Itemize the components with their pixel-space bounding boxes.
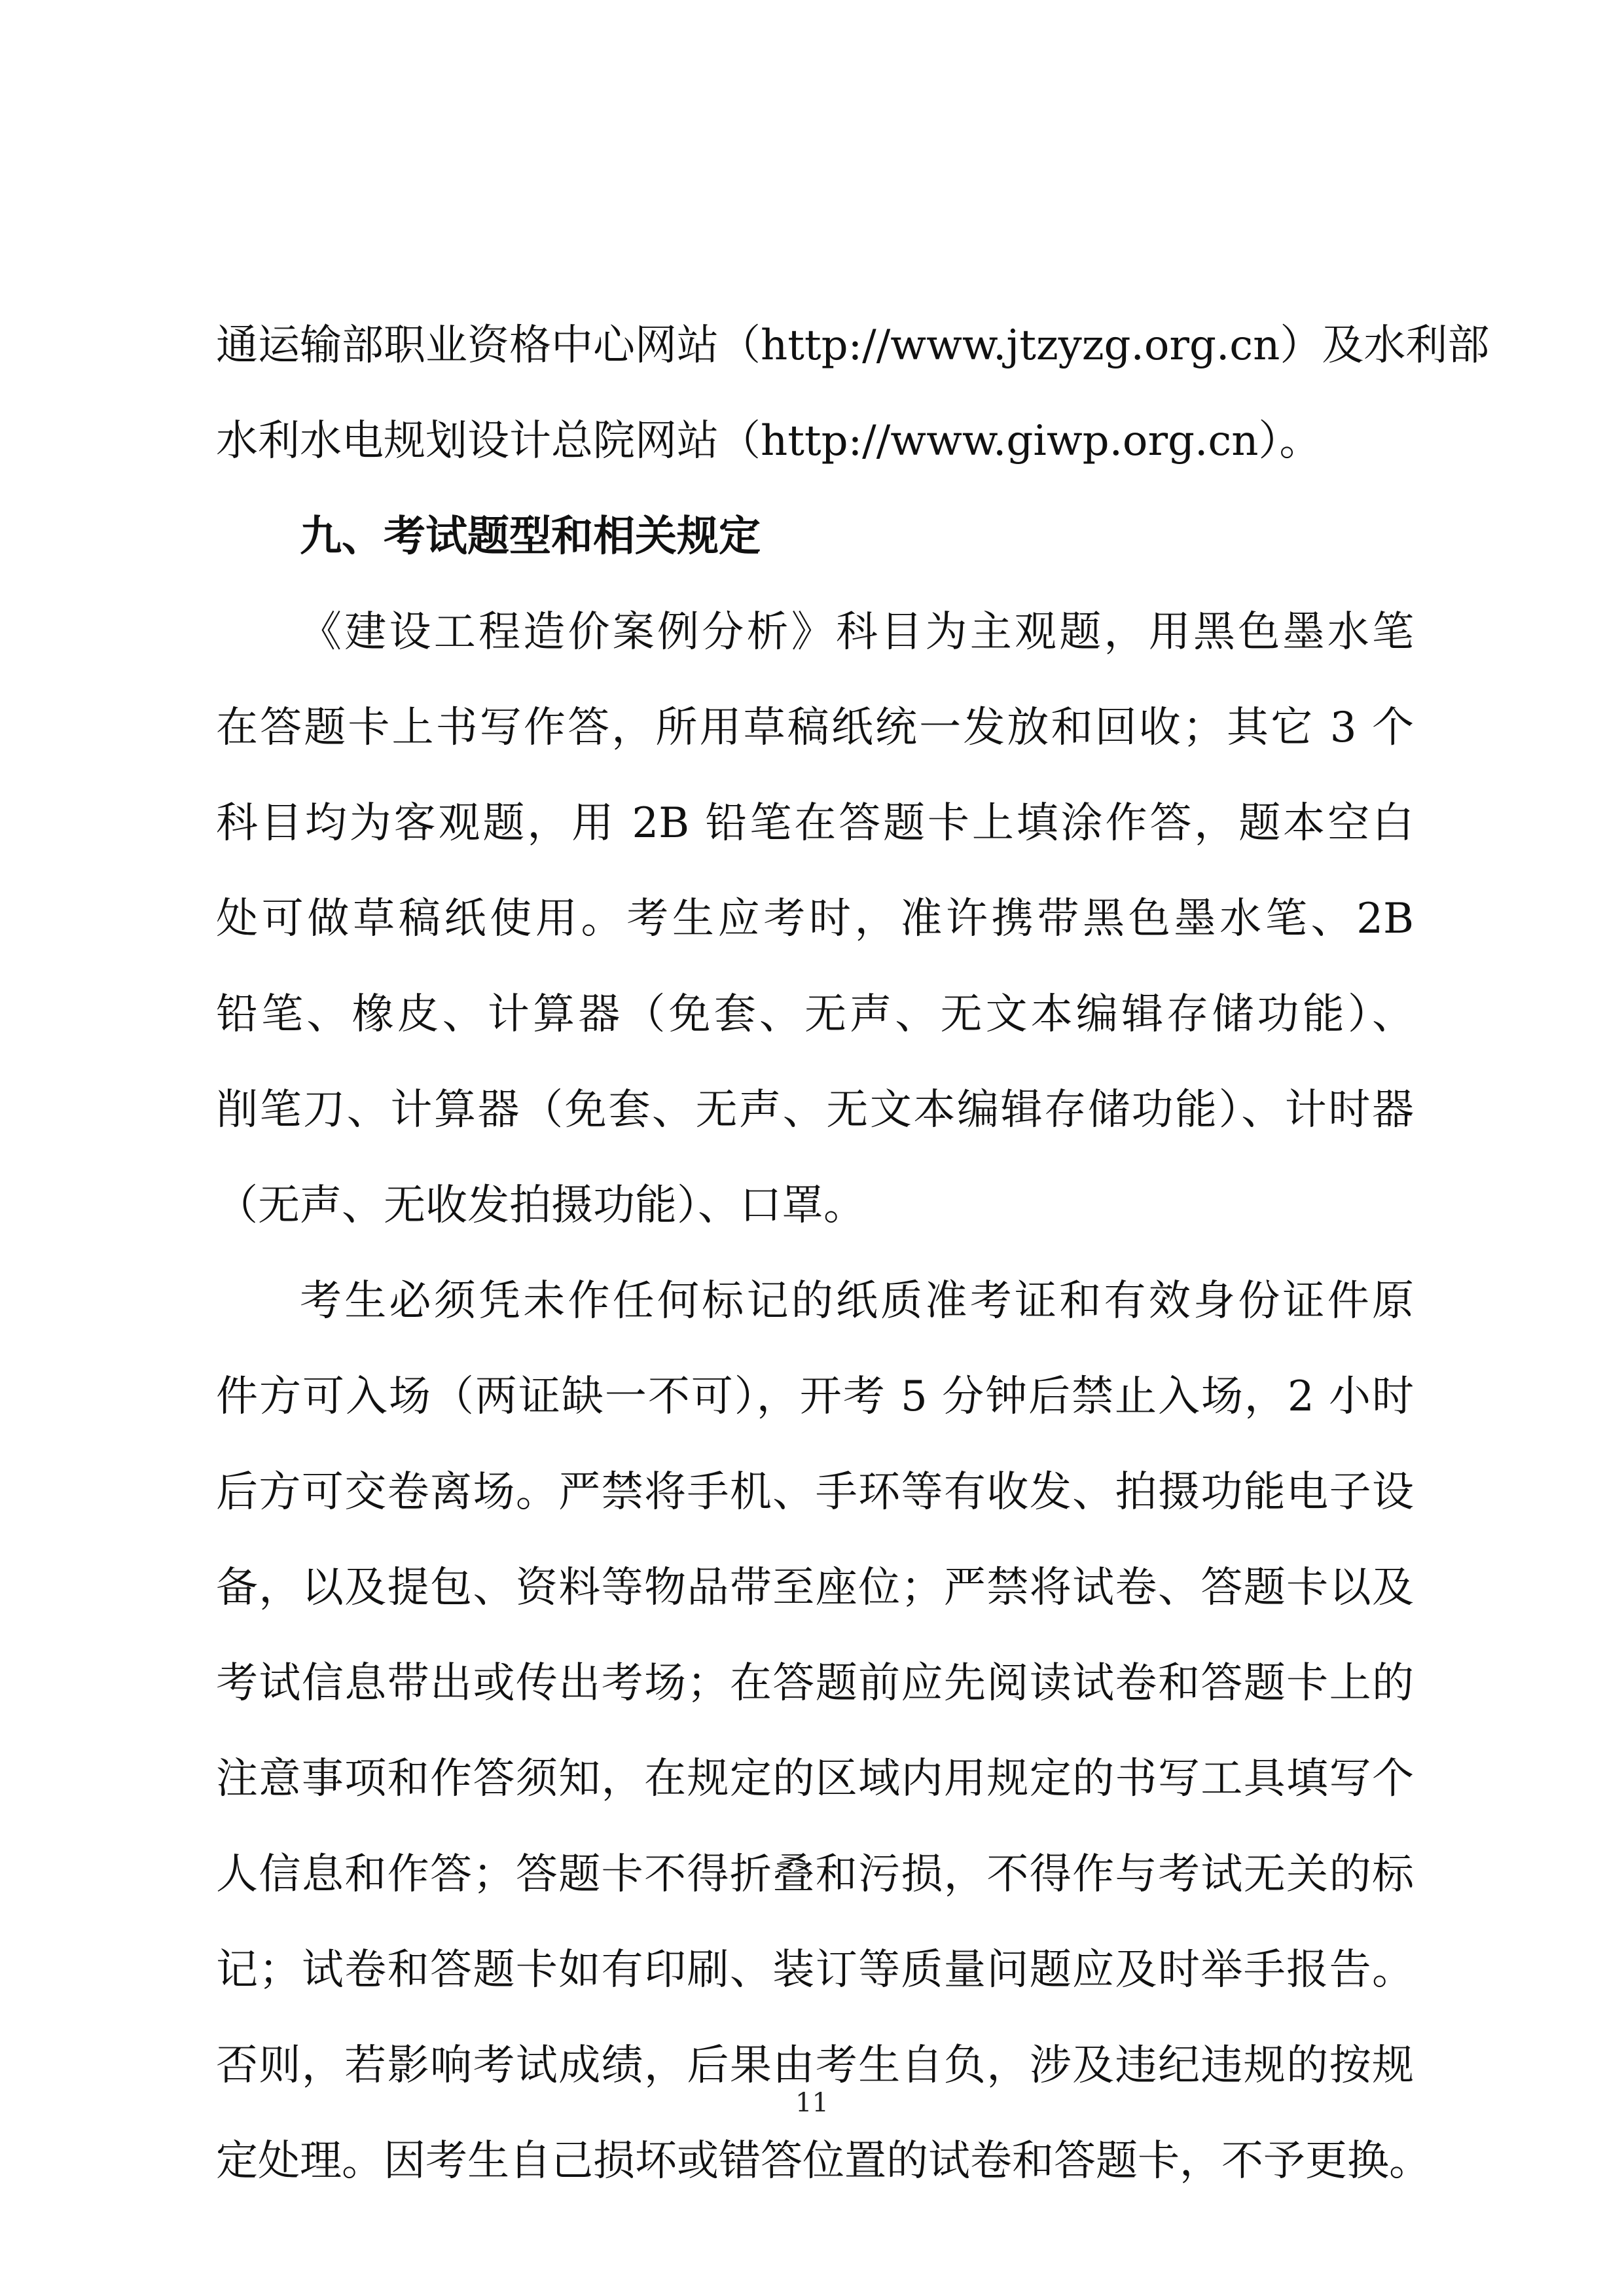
paragraph-exam-types [216, 584, 1414, 1253]
page-number: 11 [795, 2088, 829, 2118]
paragraph-line: 《建设工程造价案例分析》科目为主观题，用黑色墨水笔 [300, 608, 1414, 656]
paragraph-line: 处可做草稿纸使用。考生应考时，准许携带黑色墨水笔、2B [216, 895, 1414, 943]
paragraph-line: （无声、无收发拍摄功能）、口罩。 [216, 1181, 865, 1230]
paragraph-line: 在答题卡上书写作答，所用草稿纸统一发放和回收；其它 3 个 [216, 704, 1414, 752]
paragraph-line: 否则，若影响考试成绩，后果由考生自负，涉及违纪违规的按规 [216, 2041, 1414, 2090]
paragraph-line: 削笔刀、计算器（免套、无声、无文本编辑存储功能）、计时器 [216, 1086, 1414, 1134]
paragraph-line: 记；试卷和答题卡如有印刷、装订等质量问题应及时举手报告。 [216, 1946, 1414, 1994]
section-heading: 九、考试题型和相关规定 [300, 512, 761, 561]
paragraph-line: 定处理。因考生自己损坏或错答位置的试卷和答题卡，不予更换。 [216, 2137, 1431, 2185]
paragraph-line: 人信息和作答；答题卡不得折叠和污损，不得作与考试无关的标 [216, 1850, 1414, 1899]
paragraph-exam-rules [216, 1253, 1431, 2209]
paragraph-line: 科目均为客观题，用 2B 铅笔在答题卡上填涂作答，题本空白 [216, 799, 1414, 848]
paragraph-line: 后方可交卷离场。严禁将手机、手环等有收发、拍摄功能电子设 [216, 1468, 1414, 1516]
paragraph-line: 铅笔、橡皮、计算器（免套、无声、无文本编辑存储功能）、 [216, 990, 1414, 1039]
intro-line-2: 水利水电规划设计总院网站（http://www.giwp.org.cn）。 [216, 417, 1322, 465]
paragraph-line: 考试信息带出或传出考场；在答题前应先阅读试卷和答题卡上的 [216, 1659, 1414, 1708]
paragraph-line: 备，以及提包、资料等物品带至座位；严禁将试卷、答题卡以及 [216, 1564, 1414, 1612]
paragraph-line: 注意事项和作答须知，在规定的区域内用规定的书写工具填写个 [216, 1755, 1414, 1803]
document-body [216, 298, 1490, 2209]
paragraph-line: 件方可入场（两证缺一不可），开考 5 分钟后禁止入场，2 小时 [216, 1372, 1414, 1421]
paragraph-line: 考生必须凭未作任何标记的纸质准考证和有效身份证件原 [300, 1277, 1414, 1325]
intro-line-1: 通运输部职业资格中心网站（http://www.jtzyzg.org.cn）及水利部 [216, 321, 1490, 370]
